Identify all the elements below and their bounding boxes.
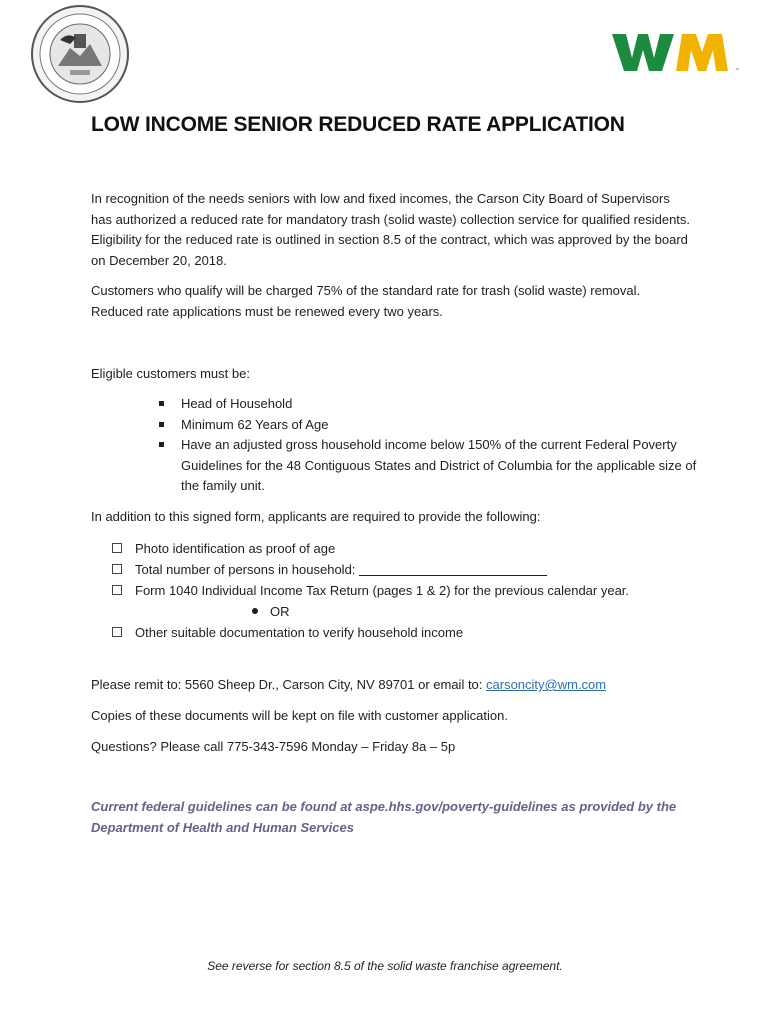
copies-note: Copies of these documents will be kept on file with customer application.: [91, 708, 508, 723]
square-bullet-icon: [159, 422, 164, 427]
persons-count-field[interactable]: [359, 562, 547, 576]
additional-requirements-heading: In addition to this signed form, applicants are required to provide the following:: [91, 509, 541, 524]
wm-logo: [612, 30, 742, 75]
checklist-or: OR: [111, 601, 711, 622]
square-bullet-icon: [159, 401, 164, 406]
round-bullet-icon: [252, 608, 258, 614]
list-item: Have an adjusted gross household income below 150% of the current Federal Poverty Guidelines for the 48 Contiguous States and District of Columbia for the applicable size of the family unit.: [158, 435, 698, 497]
checklist-item-persons: Total number of persons in household:: [111, 559, 711, 580]
questions-note: Questions? Please call 775-343-7596 Monday – Friday 8a – 5p: [91, 739, 456, 754]
checkbox[interactable]: [112, 564, 122, 574]
list-item: Head of Household: [158, 394, 698, 415]
federal-guidelines-note: Current federal guidelines can be found at aspe.hhs.gov/poverty-guidelines as provided by the Department of Health and Human Services: [91, 799, 677, 835]
eligible-heading: Eligible customers must be:: [91, 366, 250, 381]
checkbox[interactable]: [112, 585, 122, 595]
checkbox[interactable]: [112, 543, 122, 553]
checkbox[interactable]: [112, 627, 122, 637]
intro-paragraph: In recognition of the needs seniors with low and fixed incomes, the Carson City Board of Supervisors has authorized a reduced rate for mandatory trash (solid waste) collection service for qualified residents. Eligibility for the reduced rate is outlined in section 8.5 of the contract, which was approved by the board on December 20, 2018.: [91, 191, 691, 268]
checklist-item-form1040: Form 1040 Individual Income Tax Return (pages 1 & 2) for the previous calendar year.: [111, 580, 711, 601]
city-seal-logo: [30, 4, 130, 104]
svg-text:™: ™: [735, 68, 740, 74]
remit-line: Please remit to: 5560 Sheep Dr., Carson City, NV 89701 or email to: carsoncity@wm.com: [91, 677, 607, 692]
checklist-item-other: Other suitable documentation to verify household income: [111, 622, 711, 643]
page-title: LOW INCOME SENIOR REDUCED RATE APPLICATION: [91, 113, 625, 136]
email-link[interactable]: carsoncity@wm.com: [486, 677, 607, 692]
eligibility-list: [158, 394, 698, 497]
checklist-item-photo: Photo identification as proof of age: [111, 538, 711, 559]
requirements-checklist: [111, 538, 711, 643]
square-bullet-icon: [159, 442, 164, 447]
list-item: Minimum 62 Years of Age: [158, 415, 698, 436]
customers-paragraph: Customers who qualify will be charged 75% of the standard rate for trash (solid waste) removal. Reduced rate applications must be renewed every two years.: [91, 283, 641, 319]
footer-note: See reverse for section 8.5 of the solid waste franchise agreement.: [207, 959, 563, 973]
